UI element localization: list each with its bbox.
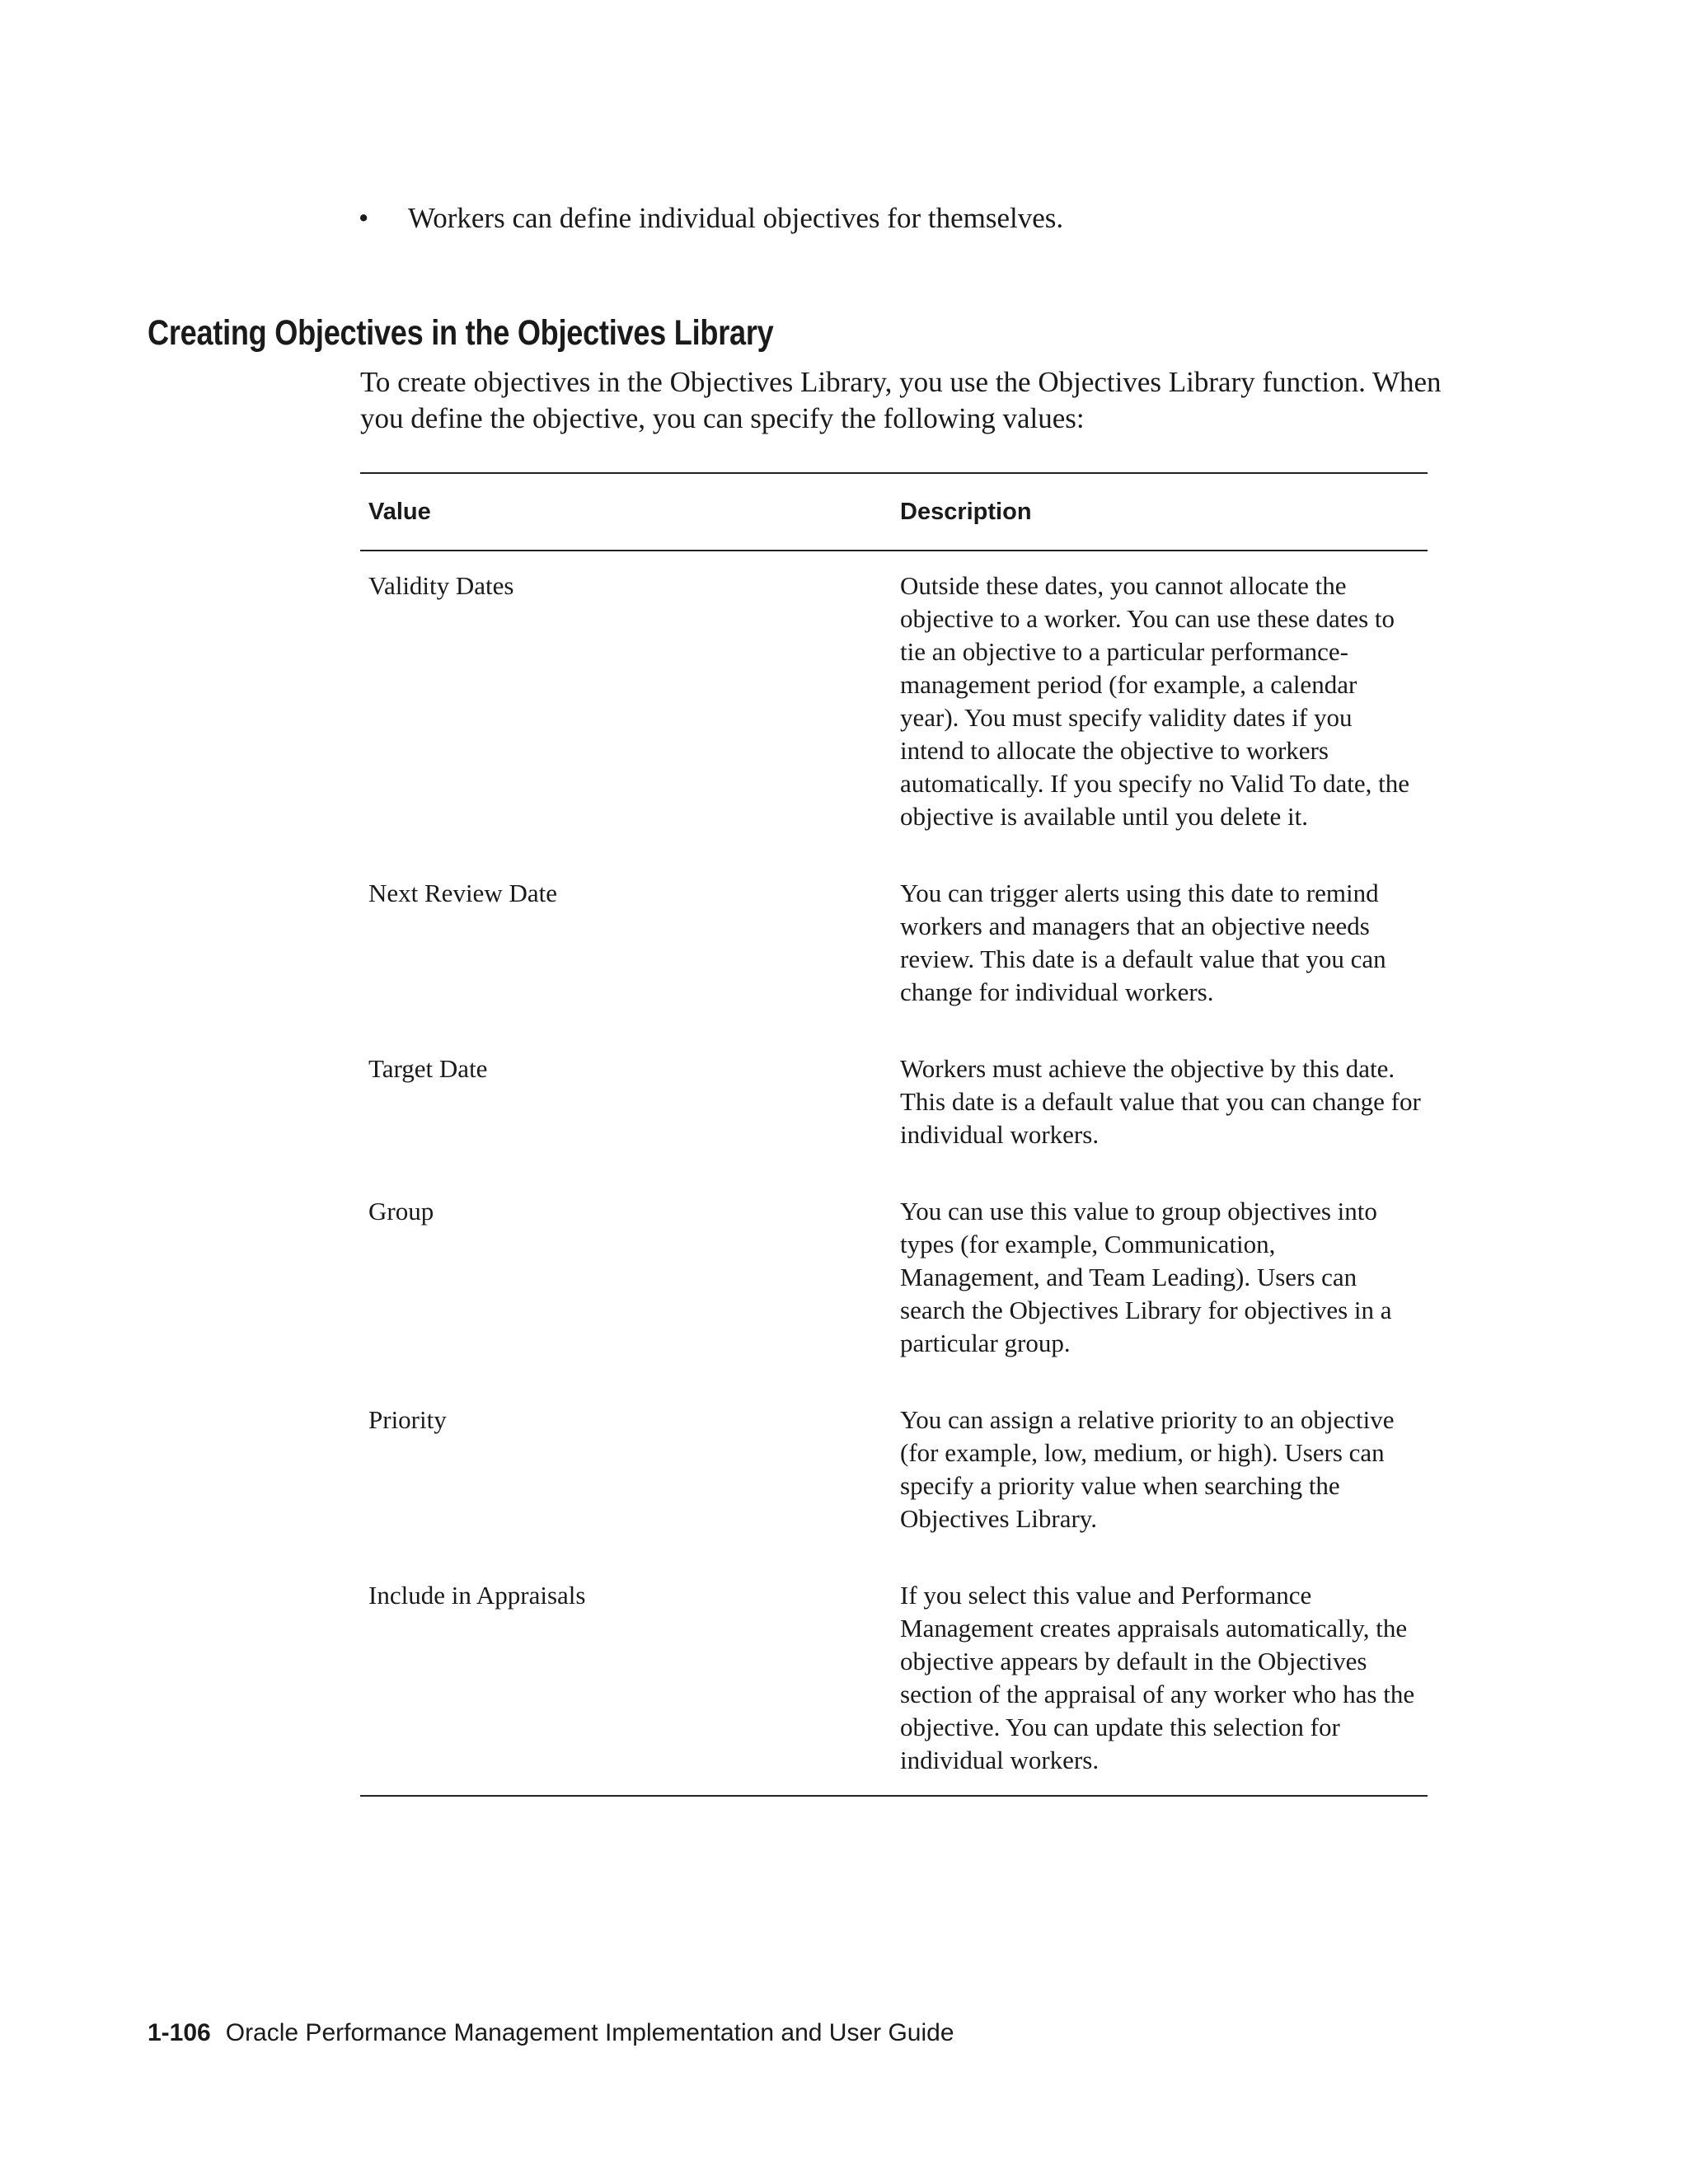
cell-value: Next Review Date: [368, 879, 557, 907]
header-value: Value: [368, 499, 431, 525]
table-header-row: [360, 474, 1428, 551]
book-title: Oracle Performance Management Implementation and User Guide: [225, 2019, 954, 2046]
header-description: Description: [900, 499, 1032, 525]
cell-value: Validity Dates: [368, 571, 514, 600]
table-body: [360, 551, 1428, 1795]
bullet-text: Workers can define individual objectives for themselves.: [408, 202, 1064, 234]
bullet-item: [359, 198, 1063, 239]
intro-paragraph: To create objectives in the Objectives Library, you use the Objectives Library function. When you define the objective, you can specify the following values:: [360, 366, 1442, 434]
table-row: [360, 1404, 1428, 1535]
cell-value: Priority: [368, 1405, 447, 1434]
cell-description: Outside these dates, you cannot allocate the objective to a worker. You can use these dates to tie an objective to a particular performance-management period (for example, a calendar year). You must specify validity dates if you intend to allocate the objective to workers automatically. If you specify no Valid To date, the objective is available until you delete it.: [900, 571, 1409, 831]
cell-value: Target Date: [368, 1054, 488, 1083]
cell-description: You can trigger alerts using this date to remind workers and managers that an objective needs review. This date is a default value that you can change for individual workers.: [900, 879, 1386, 1006]
table-row: [360, 1579, 1428, 1777]
values-table: [360, 472, 1428, 1797]
bullet-symbol: •: [359, 202, 369, 234]
section-heading: Creating Objectives in the Objectives Library: [148, 313, 774, 353]
table-row: [360, 877, 1428, 1009]
cell-description: You can use this value to group objectives into types (for example, Communication, Management, and Team Leading). Users can search the Objectives Library for objectives in a particular group.: [900, 1197, 1392, 1357]
cell-value: Include in Appraisals: [368, 1581, 586, 1610]
cell-description: You can assign a relative priority to an objective (for example, low, medium, or high). Users can specify a priority value when searching the Objectives Library.: [900, 1405, 1395, 1533]
cell-description: Workers must achieve the objective by this date. This date is a default value that you can change for individual workers.: [900, 1054, 1421, 1149]
page-number: 1-106: [148, 2019, 211, 2046]
table-row: [360, 1052, 1428, 1151]
cell-value: Group: [368, 1197, 434, 1226]
table-row: [360, 569, 1428, 833]
cell-description: If you select this value and Performance Management creates appraisals automatically, the objective appears by default in the Objectives section of the appraisal of any worker who has the objective. You can update this selection for individual workers.: [900, 1581, 1415, 1774]
page-footer: [148, 2017, 954, 2050]
table-row: [360, 1195, 1428, 1360]
